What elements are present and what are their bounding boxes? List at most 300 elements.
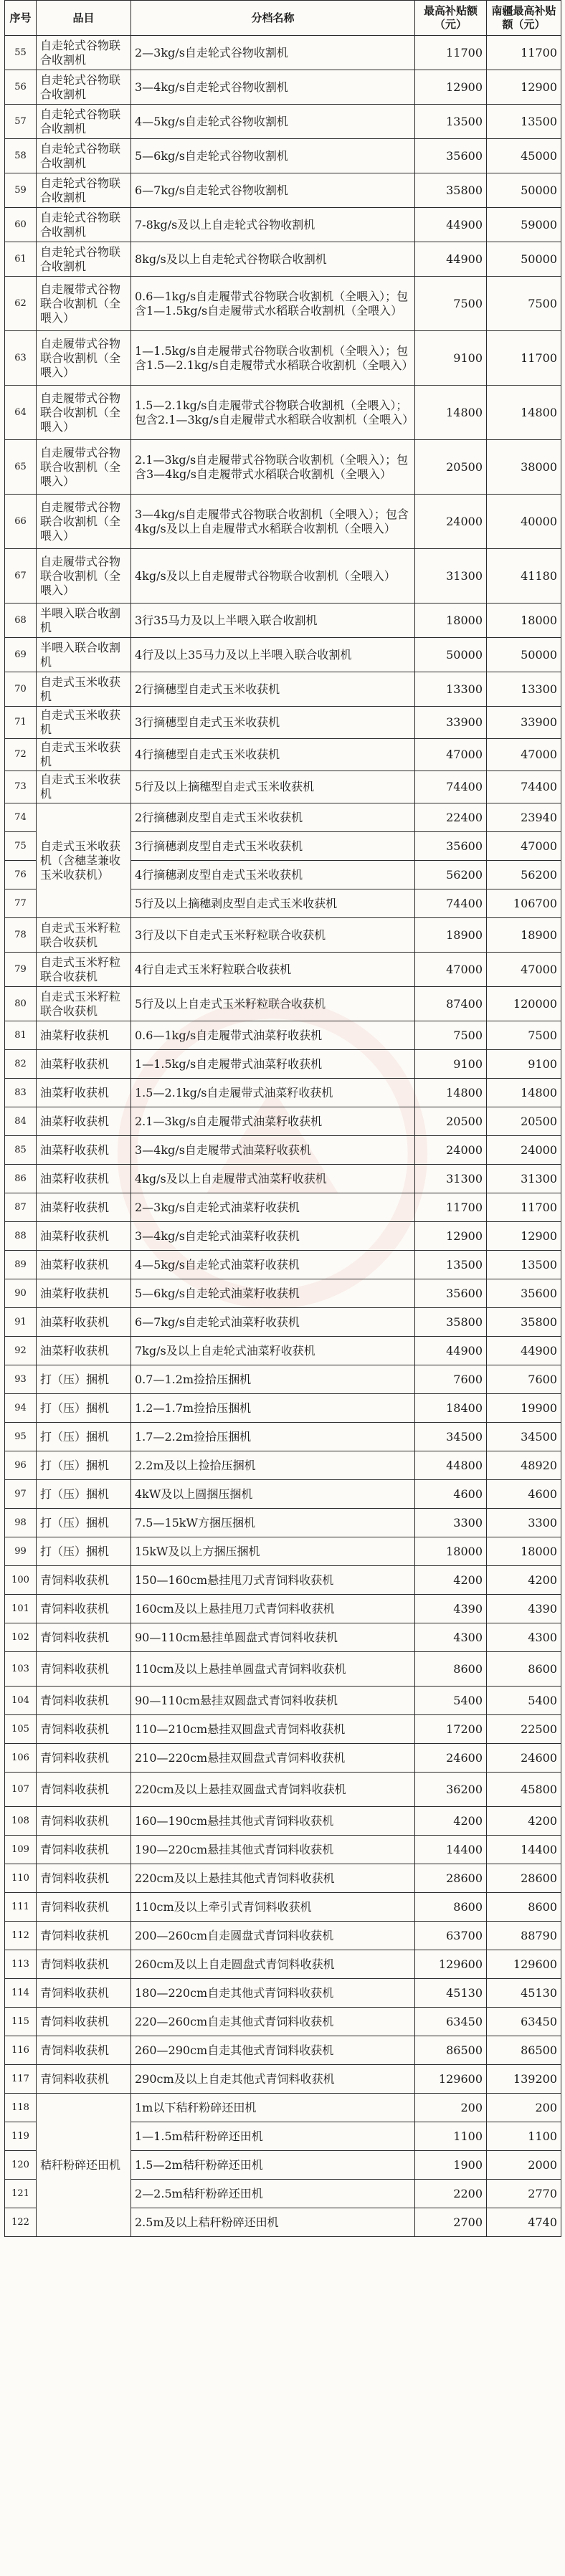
row-name: 180—220cm自走其他式青饲料收获机 [131, 1979, 415, 2008]
row-max-subsidy: 3300 [415, 1509, 487, 1537]
row-seq: 95 [5, 1423, 37, 1451]
row-item: 油菜籽收获机 [37, 1079, 131, 1107]
row-item: 青饲料收获机 [37, 1950, 131, 1979]
row-seq: 98 [5, 1509, 37, 1537]
row-seq: 112 [5, 1922, 37, 1950]
row-item: 青饲料收获机 [37, 1836, 131, 1864]
row-name: 260cm及以上自走圆盘式青饲料收获机 [131, 1950, 415, 1979]
table-row [5, 1021, 561, 1050]
row-item: 自走轮式谷物联合收割机 [37, 70, 131, 105]
row-south-max-subsidy: 45800 [487, 1773, 561, 1807]
table-row [5, 672, 561, 707]
row-max-subsidy: 4600 [415, 1480, 487, 1509]
row-max-subsidy: 8600 [415, 1652, 487, 1687]
row-south-max-subsidy: 11700 [487, 36, 561, 70]
row-south-max-subsidy: 35800 [487, 1308, 561, 1337]
row-name: 190—220cm悬挂其他式青饲料收获机 [131, 1836, 415, 1864]
row-item: 油菜籽收获机 [37, 1107, 131, 1136]
row-south-max-subsidy: 24600 [487, 1744, 561, 1773]
row-south-max-subsidy: 7500 [487, 1021, 561, 1050]
row-max-subsidy: 35800 [415, 1308, 487, 1337]
header-seq: 序号 [5, 1, 37, 36]
row-seq: 69 [5, 638, 37, 672]
row-max-subsidy: 44900 [415, 1337, 487, 1365]
row-item: 油菜籽收获机 [37, 1165, 131, 1193]
row-name: 3—4kg/s自走履带式谷物联合收割机（全喂入）；包含4kg/s及以上自走履带式水稻联合收割机（全喂入） [131, 495, 415, 549]
row-name: 7kg/s及以上自走轮式油菜籽收获机 [131, 1337, 415, 1365]
table-row [5, 1308, 561, 1337]
row-item: 打（压）捆机 [37, 1394, 131, 1423]
row-seq: 63 [5, 331, 37, 386]
table-row [5, 604, 561, 638]
row-item: 自走履带式谷物联合收割机（全喂入） [37, 549, 131, 604]
row-name: 2.2m及以上捡拾压捆机 [131, 1451, 415, 1480]
table-row [5, 1480, 561, 1509]
row-south-max-subsidy: 12900 [487, 1222, 561, 1251]
row-max-subsidy: 47000 [415, 739, 487, 771]
row-name: 200—260cm自走圆盘式青饲料收获机 [131, 1922, 415, 1950]
table-row [5, 638, 561, 672]
table-row [5, 918, 561, 953]
row-name: 2行摘穗型自走式玉米收获机 [131, 672, 415, 707]
row-name: 90—110cm悬挂单圆盘式青饲料收获机 [131, 1623, 415, 1652]
row-south-max-subsidy: 13500 [487, 1251, 561, 1279]
row-name: 1.2—1.7m捡拾压捆机 [131, 1394, 415, 1423]
table-row [5, 953, 561, 987]
table-header-row [5, 1, 561, 36]
row-item: 青饲料收获机 [37, 2036, 131, 2065]
row-seq: 72 [5, 739, 37, 771]
row-name: 4行摘穗型自走式玉米收获机 [131, 739, 415, 771]
row-max-subsidy: 13500 [415, 105, 487, 139]
row-item: 半喂入联合收割机 [37, 604, 131, 638]
table-row [5, 1715, 561, 1744]
row-item: 油菜籽收获机 [37, 1308, 131, 1337]
row-seq: 91 [5, 1308, 37, 1337]
table-row [5, 173, 561, 208]
row-seq: 90 [5, 1279, 37, 1308]
row-item: 青饲料收获机 [37, 1773, 131, 1807]
row-name: 0.7—1.2m捡拾压捆机 [131, 1365, 415, 1394]
row-seq: 55 [5, 36, 37, 70]
row-name: 290cm及以上自走其他式青饲料收获机 [131, 2065, 415, 2094]
row-south-max-subsidy: 59000 [487, 208, 561, 242]
row-name: 5—6kg/s自走轮式谷物收割机 [131, 139, 415, 173]
row-name: 110—210cm悬挂双圆盘式青饲料收获机 [131, 1715, 415, 1744]
row-name: 3行摘穗型自走式玉米收获机 [131, 707, 415, 739]
row-seq: 108 [5, 1807, 37, 1836]
table-row [5, 1744, 561, 1773]
table-row [5, 1773, 561, 1807]
table-row [5, 495, 561, 549]
row-seq: 78 [5, 918, 37, 953]
table-row [5, 707, 561, 739]
row-seq: 107 [5, 1773, 37, 1807]
row-seq: 96 [5, 1451, 37, 1480]
row-item-merged: 自走式玉米收获机（含穗茎兼收玉米收获机） [37, 803, 131, 918]
row-seq: 118 [5, 2094, 37, 2122]
row-max-subsidy: 35600 [415, 832, 487, 861]
row-south-max-subsidy: 139200 [487, 2065, 561, 2094]
row-name: 1.5—2m秸秆粉碎还田机 [131, 2151, 415, 2180]
row-item: 油菜籽收获机 [37, 1050, 131, 1079]
table-row [5, 1279, 561, 1308]
row-item: 自走履带式谷物联合收割机（全喂入） [37, 277, 131, 331]
row-south-max-subsidy: 56200 [487, 861, 561, 889]
row-seq: 68 [5, 604, 37, 638]
row-seq: 70 [5, 672, 37, 707]
row-item: 油菜籽收获机 [37, 1251, 131, 1279]
row-item: 油菜籽收获机 [37, 1136, 131, 1165]
row-item: 自走式玉米籽粒联合收获机 [37, 953, 131, 987]
row-south-max-subsidy: 120000 [487, 987, 561, 1021]
row-seq: 74 [5, 803, 37, 832]
row-name: 220—260cm自走其他式青饲料收获机 [131, 2008, 415, 2036]
row-south-max-subsidy: 4390 [487, 1595, 561, 1623]
row-south-max-subsidy: 47000 [487, 953, 561, 987]
row-max-subsidy: 4390 [415, 1595, 487, 1623]
table-row [5, 987, 561, 1021]
header-name: 分档名称 [131, 1, 415, 36]
row-south-max-subsidy: 7500 [487, 277, 561, 331]
row-name: 3行及以下自走式玉米籽粒联合收获机 [131, 918, 415, 953]
row-south-max-subsidy: 14400 [487, 1836, 561, 1864]
row-item: 打（压）捆机 [37, 1365, 131, 1394]
row-item: 青饲料收获机 [37, 1595, 131, 1623]
table-row [5, 70, 561, 105]
row-south-max-subsidy: 40000 [487, 495, 561, 549]
row-seq: 122 [5, 2208, 37, 2237]
row-south-max-subsidy: 14800 [487, 386, 561, 440]
row-item: 打（压）捆机 [37, 1451, 131, 1480]
row-max-subsidy: 20500 [415, 440, 487, 495]
row-seq: 93 [5, 1365, 37, 1394]
row-south-max-subsidy: 35600 [487, 1279, 561, 1308]
row-item: 打（压）捆机 [37, 1537, 131, 1566]
row-seq: 57 [5, 105, 37, 139]
row-max-subsidy: 9100 [415, 331, 487, 386]
table-row [5, 771, 561, 803]
row-name: 3—4kg/s自走履带式油菜籽收获机 [131, 1136, 415, 1165]
table-row [5, 105, 561, 139]
row-south-max-subsidy: 14800 [487, 1079, 561, 1107]
table-row [5, 2065, 561, 2094]
row-seq: 115 [5, 2008, 37, 2036]
row-item: 油菜籽收获机 [37, 1193, 131, 1222]
row-south-max-subsidy: 34500 [487, 1423, 561, 1451]
table-row [5, 1807, 561, 1836]
row-max-subsidy: 44900 [415, 242, 487, 277]
row-south-max-subsidy: 11700 [487, 331, 561, 386]
row-name: 2—3kg/s自走轮式油菜籽收获机 [131, 1193, 415, 1222]
row-item: 自走式玉米收获机 [37, 739, 131, 771]
table-row [5, 277, 561, 331]
row-south-max-subsidy: 28600 [487, 1864, 561, 1893]
row-name: 1—1.5kg/s自走履带式油菜籽收获机 [131, 1050, 415, 1079]
row-south-max-subsidy: 47000 [487, 739, 561, 771]
row-south-max-subsidy: 22500 [487, 1715, 561, 1744]
header-max-subsidy: 最高补贴额（元） [415, 1, 487, 36]
row-south-max-subsidy: 2000 [487, 2151, 561, 2180]
row-name: 220cm及以上悬挂双圆盘式青饲料收获机 [131, 1773, 415, 1807]
row-seq: 97 [5, 1480, 37, 1509]
row-name: 210—220cm悬挂双圆盘式青饲料收获机 [131, 1744, 415, 1773]
table-row [5, 1687, 561, 1715]
table-row [5, 803, 561, 832]
row-max-subsidy: 31300 [415, 549, 487, 604]
row-seq: 83 [5, 1079, 37, 1107]
row-item: 自走式玉米籽粒联合收获机 [37, 987, 131, 1021]
table-row [5, 440, 561, 495]
row-name: 5行及以上摘穗剥皮型自走式玉米收获机 [131, 889, 415, 918]
row-south-max-subsidy: 47000 [487, 832, 561, 861]
table-body [5, 36, 561, 2237]
row-name: 3—4kg/s自走轮式谷物收割机 [131, 70, 415, 105]
row-seq: 121 [5, 2180, 37, 2208]
header-south-max-subsidy: 南疆最高补贴额（元） [487, 1, 561, 36]
row-item: 打（压）捆机 [37, 1423, 131, 1451]
row-name: 2—2.5m秸秆粉碎还田机 [131, 2180, 415, 2208]
row-name: 1.5—2.1kg/s自走履带式谷物联合收割机（全喂入）；包含2.1—3kg/s自走履带式水稻联合收割机（全喂入） [131, 386, 415, 440]
row-max-subsidy: 22400 [415, 803, 487, 832]
row-seq: 87 [5, 1193, 37, 1222]
row-item: 自走式玉米籽粒联合收获机 [37, 918, 131, 953]
table-row [5, 549, 561, 604]
table-row [5, 1337, 561, 1365]
row-name: 5行及以上摘穗型自走式玉米收获机 [131, 771, 415, 803]
row-max-subsidy: 45130 [415, 1979, 487, 2008]
row-name: 3—4kg/s自走轮式油菜籽收获机 [131, 1222, 415, 1251]
row-item: 青饲料收获机 [37, 2065, 131, 2094]
row-item: 自走轮式谷物联合收割机 [37, 36, 131, 70]
row-max-subsidy: 1100 [415, 2122, 487, 2151]
row-item: 自走履带式谷物联合收割机（全喂入） [37, 440, 131, 495]
row-item-merged: 秸秆粉碎还田机 [37, 2094, 131, 2237]
row-max-subsidy: 13300 [415, 672, 487, 707]
row-max-subsidy: 86500 [415, 2036, 487, 2065]
row-seq: 113 [5, 1950, 37, 1979]
row-south-max-subsidy: 48920 [487, 1451, 561, 1480]
row-seq: 86 [5, 1165, 37, 1193]
row-item: 青饲料收获机 [37, 1864, 131, 1893]
row-seq: 120 [5, 2151, 37, 2180]
row-south-max-subsidy: 63450 [487, 2008, 561, 2036]
row-item: 油菜籽收获机 [37, 1021, 131, 1050]
row-max-subsidy: 74400 [415, 771, 487, 803]
row-seq: 100 [5, 1566, 37, 1595]
row-item: 自走履带式谷物联合收割机（全喂入） [37, 331, 131, 386]
row-seq: 56 [5, 70, 37, 105]
row-name: 3行35马力及以上半喂入联合收割机 [131, 604, 415, 638]
table-row [5, 36, 561, 70]
row-south-max-subsidy: 5400 [487, 1687, 561, 1715]
row-max-subsidy: 18400 [415, 1394, 487, 1423]
table-row [5, 1365, 561, 1394]
row-name: 0.6—1kg/s自走履带式油菜籽收获机 [131, 1021, 415, 1050]
row-name: 5—6kg/s自走轮式油菜籽收获机 [131, 1279, 415, 1308]
table-row [5, 1537, 561, 1566]
row-south-max-subsidy: 7600 [487, 1365, 561, 1394]
table-row [5, 1079, 561, 1107]
table-row [5, 1836, 561, 1864]
row-seq: 82 [5, 1050, 37, 1079]
row-name: 4kW及以上圆捆压捆机 [131, 1480, 415, 1509]
row-south-max-subsidy: 23940 [487, 803, 561, 832]
row-seq: 84 [5, 1107, 37, 1136]
table-row [5, 1136, 561, 1165]
row-max-subsidy: 24000 [415, 1136, 487, 1165]
table-row [5, 1595, 561, 1623]
row-name: 220cm及以上悬挂其他式青饲料收获机 [131, 1864, 415, 1893]
table-row [5, 1222, 561, 1251]
row-max-subsidy: 9100 [415, 1050, 487, 1079]
row-seq: 73 [5, 771, 37, 803]
row-seq: 66 [5, 495, 37, 549]
row-seq: 101 [5, 1595, 37, 1623]
table-row [5, 1165, 561, 1193]
row-seq: 119 [5, 2122, 37, 2151]
row-max-subsidy: 35600 [415, 139, 487, 173]
row-seq: 77 [5, 889, 37, 918]
row-item: 自走轮式谷物联合收割机 [37, 105, 131, 139]
row-south-max-subsidy: 4740 [487, 2208, 561, 2237]
row-name: 4行及以上35马力及以上半喂入联合收割机 [131, 638, 415, 672]
row-item: 打（压）捆机 [37, 1480, 131, 1509]
table-row [5, 1251, 561, 1279]
row-name: 15kW及以上方捆压捆机 [131, 1537, 415, 1566]
row-max-subsidy: 5400 [415, 1687, 487, 1715]
row-seq: 114 [5, 1979, 37, 2008]
row-name: 110cm及以上悬挂单圆盘式青饲料收获机 [131, 1652, 415, 1687]
row-south-max-subsidy: 9100 [487, 1050, 561, 1079]
row-seq: 88 [5, 1222, 37, 1251]
row-name: 110cm及以上牵引式青饲料收获机 [131, 1893, 415, 1922]
row-max-subsidy: 44800 [415, 1451, 487, 1480]
row-seq: 92 [5, 1337, 37, 1365]
row-item: 自走轮式谷物联合收割机 [37, 242, 131, 277]
table-row [5, 1864, 561, 1893]
row-south-max-subsidy: 8600 [487, 1652, 561, 1687]
row-name: 6—7kg/s自走轮式油菜籽收获机 [131, 1308, 415, 1337]
row-max-subsidy: 74400 [415, 889, 487, 918]
row-max-subsidy: 7500 [415, 277, 487, 331]
row-item: 青饲料收获机 [37, 1566, 131, 1595]
row-south-max-subsidy: 11700 [487, 1193, 561, 1222]
row-max-subsidy: 129600 [415, 2065, 487, 2094]
row-max-subsidy: 129600 [415, 1950, 487, 1979]
row-south-max-subsidy: 50000 [487, 173, 561, 208]
row-max-subsidy: 4200 [415, 1807, 487, 1836]
table-row [5, 1394, 561, 1423]
row-max-subsidy: 14800 [415, 1079, 487, 1107]
row-max-subsidy: 24600 [415, 1744, 487, 1773]
table-row [5, 331, 561, 386]
row-name: 4kg/s及以上自走履带式谷物联合收割机（全喂入） [131, 549, 415, 604]
row-max-subsidy: 7600 [415, 1365, 487, 1394]
row-max-subsidy: 33900 [415, 707, 487, 739]
table-row [5, 1623, 561, 1652]
row-name: 2.1—3kg/s自走履带式油菜籽收获机 [131, 1107, 415, 1136]
row-max-subsidy: 11700 [415, 1193, 487, 1222]
row-name: 2行摘穗剥皮型自走式玉米收获机 [131, 803, 415, 832]
row-south-max-subsidy: 2770 [487, 2180, 561, 2208]
table-row [5, 739, 561, 771]
row-south-max-subsidy: 4300 [487, 1623, 561, 1652]
row-name: 260—290cm自走其他式青饲料收获机 [131, 2036, 415, 2065]
table-row [5, 1423, 561, 1451]
row-item: 青饲料收获机 [37, 1893, 131, 1922]
row-seq: 85 [5, 1136, 37, 1165]
row-seq: 105 [5, 1715, 37, 1744]
header-item: 品目 [37, 1, 131, 36]
row-south-max-subsidy: 86500 [487, 2036, 561, 2065]
row-item: 油菜籽收获机 [37, 1337, 131, 1365]
row-seq: 81 [5, 1021, 37, 1050]
row-south-max-subsidy: 41180 [487, 549, 561, 604]
row-name: 8kg/s及以上自走轮式谷物联合收割机 [131, 242, 415, 277]
row-item: 自走履带式谷物联合收割机（全喂入） [37, 386, 131, 440]
row-name: 1—1.5m秸秆粉碎还田机 [131, 2122, 415, 2151]
row-name: 7.5—15kW方捆压捆机 [131, 1509, 415, 1537]
table-row [5, 1922, 561, 1950]
row-max-subsidy: 12900 [415, 70, 487, 105]
row-max-subsidy: 47000 [415, 953, 487, 987]
row-name: 1.7—2.2m捡拾压捆机 [131, 1423, 415, 1451]
row-south-max-subsidy: 18000 [487, 1537, 561, 1566]
row-seq: 102 [5, 1623, 37, 1652]
row-max-subsidy: 2700 [415, 2208, 487, 2237]
row-seq: 94 [5, 1394, 37, 1423]
row-item: 青饲料收获机 [37, 1623, 131, 1652]
row-item: 青饲料收获机 [37, 1979, 131, 2008]
row-item: 青饲料收获机 [37, 1652, 131, 1687]
table-row [5, 2008, 561, 2036]
row-south-max-subsidy: 1100 [487, 2122, 561, 2151]
row-name: 4—5kg/s自走轮式油菜籽收获机 [131, 1251, 415, 1279]
table-row [5, 208, 561, 242]
row-item: 自走式玉米收获机 [37, 672, 131, 707]
row-seq: 76 [5, 861, 37, 889]
row-seq: 104 [5, 1687, 37, 1715]
row-max-subsidy: 18000 [415, 604, 487, 638]
row-name: 4—5kg/s自走轮式谷物收割机 [131, 105, 415, 139]
row-max-subsidy: 18900 [415, 918, 487, 953]
row-seq: 109 [5, 1836, 37, 1864]
row-max-subsidy: 50000 [415, 638, 487, 672]
table-row [5, 1893, 561, 1922]
row-max-subsidy: 4200 [415, 1566, 487, 1595]
table-row [5, 1652, 561, 1687]
row-max-subsidy: 11700 [415, 36, 487, 70]
row-max-subsidy: 35800 [415, 173, 487, 208]
row-max-subsidy: 8600 [415, 1893, 487, 1922]
table-row [5, 386, 561, 440]
row-max-subsidy: 34500 [415, 1423, 487, 1451]
table-row [5, 1566, 561, 1595]
row-seq: 60 [5, 208, 37, 242]
row-max-subsidy: 36200 [415, 1773, 487, 1807]
row-name: 4kg/s及以上自走履带式油菜籽收获机 [131, 1165, 415, 1193]
row-max-subsidy: 7500 [415, 1021, 487, 1050]
row-south-max-subsidy: 38000 [487, 440, 561, 495]
row-south-max-subsidy: 31300 [487, 1165, 561, 1193]
row-name: 1—1.5kg/s自走履带式谷物联合收割机（全喂入）；包含1.5—2.1kg/s自走履带式水稻联合收割机（全喂入） [131, 331, 415, 386]
row-max-subsidy: 200 [415, 2094, 487, 2122]
row-item: 自走轮式谷物联合收割机 [37, 139, 131, 173]
row-seq: 75 [5, 832, 37, 861]
row-name: 150—160cm悬挂甩刀式青饲料收获机 [131, 1566, 415, 1595]
row-south-max-subsidy: 50000 [487, 242, 561, 277]
